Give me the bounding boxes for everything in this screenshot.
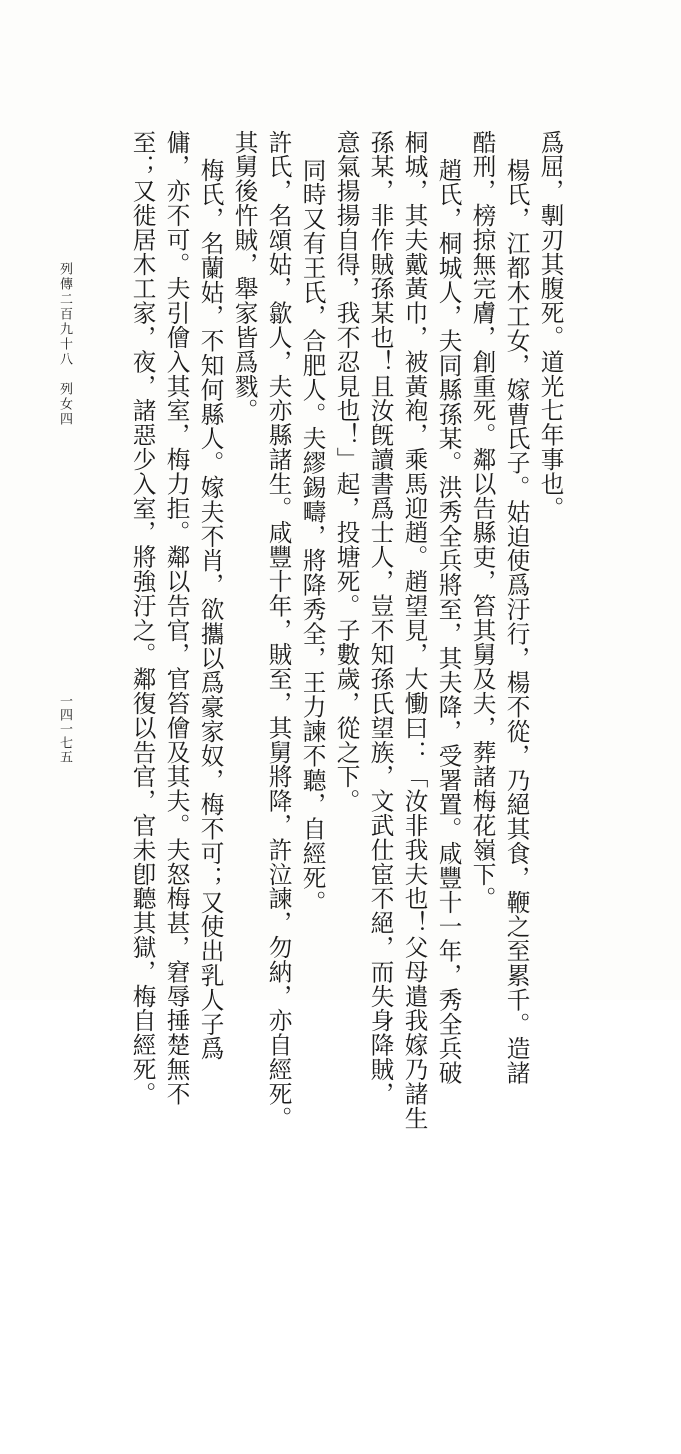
text-column-4: 趙氏，桐城人，夫同縣孫某。洪秀全兵將至，其夫降，受署置。咸豐十一年，秀全兵破 (434, 158, 463, 1086)
text-column-9: 許氏，名頌姑，歙人，夫亦縣諸生。咸豐十年，賊至，其舅將降，許泣諫，勿納，亦自經死。 (264, 130, 293, 1131)
text-column-6: 孫某，非作賊孫某也！且汝旣讀書爲士人，豈不知孫氏望族，文武仕宦不絕，而失身降賊， (366, 130, 395, 1106)
text-column-3: 酷刑，榜掠無完膚，創重死。鄰以告縣吏，笞其舅及夫，葬諸梅花嶺下。 (468, 130, 497, 911)
text-column-10: 其舅後忤賊，舉家皆爲戮。 (230, 130, 259, 423)
text-column-5: 桐城，其夫戴黃巾，被黃袍，乘馬迎趙。趙望見，大慟曰：「汝非我夫也！父母遣我嫁乃諸生 (400, 130, 429, 1131)
text-column-8: 同時又有王氏，合肥人。夫繆錫疇，將降秀全，王力諫不聽，自經死。 (298, 158, 327, 915)
text-column-1: 爲屈，剸刃其腹死。道光七年事也。 (536, 130, 565, 521)
text-column-12: 傭，亦不可。夫引儈入其室，梅力拒。鄰以告官，官笞儈及其夫。夫怒梅甚，窘辱捶楚無不 (162, 130, 191, 1106)
page-number: 一四一七五 (57, 694, 72, 764)
text-column-2: 楊氏，江都木工女，嫁曹氏子。姑迫使爲汙行，楊不從，乃絕其食，鞭之至累千。造諸 (502, 158, 531, 1086)
text-column-7: 意氣揚揚自得，我不忍見也！」起，投塘死。子數歲，從之下。 (332, 130, 361, 814)
text-column-11: 梅氏，名蘭姑，不知何縣人。嫁夫不肖，欲攜以爲豪家奴，梅不可；又使出乳人子爲 (196, 158, 225, 1061)
running-header: 列傳二百九十八 列女四 (57, 262, 72, 427)
text-column-13: 至；又徙居木工家，夜，諸惡少入室，將強汙之。鄰復以告官，官未卽聽其獄，梅自經死。 (128, 130, 157, 1106)
